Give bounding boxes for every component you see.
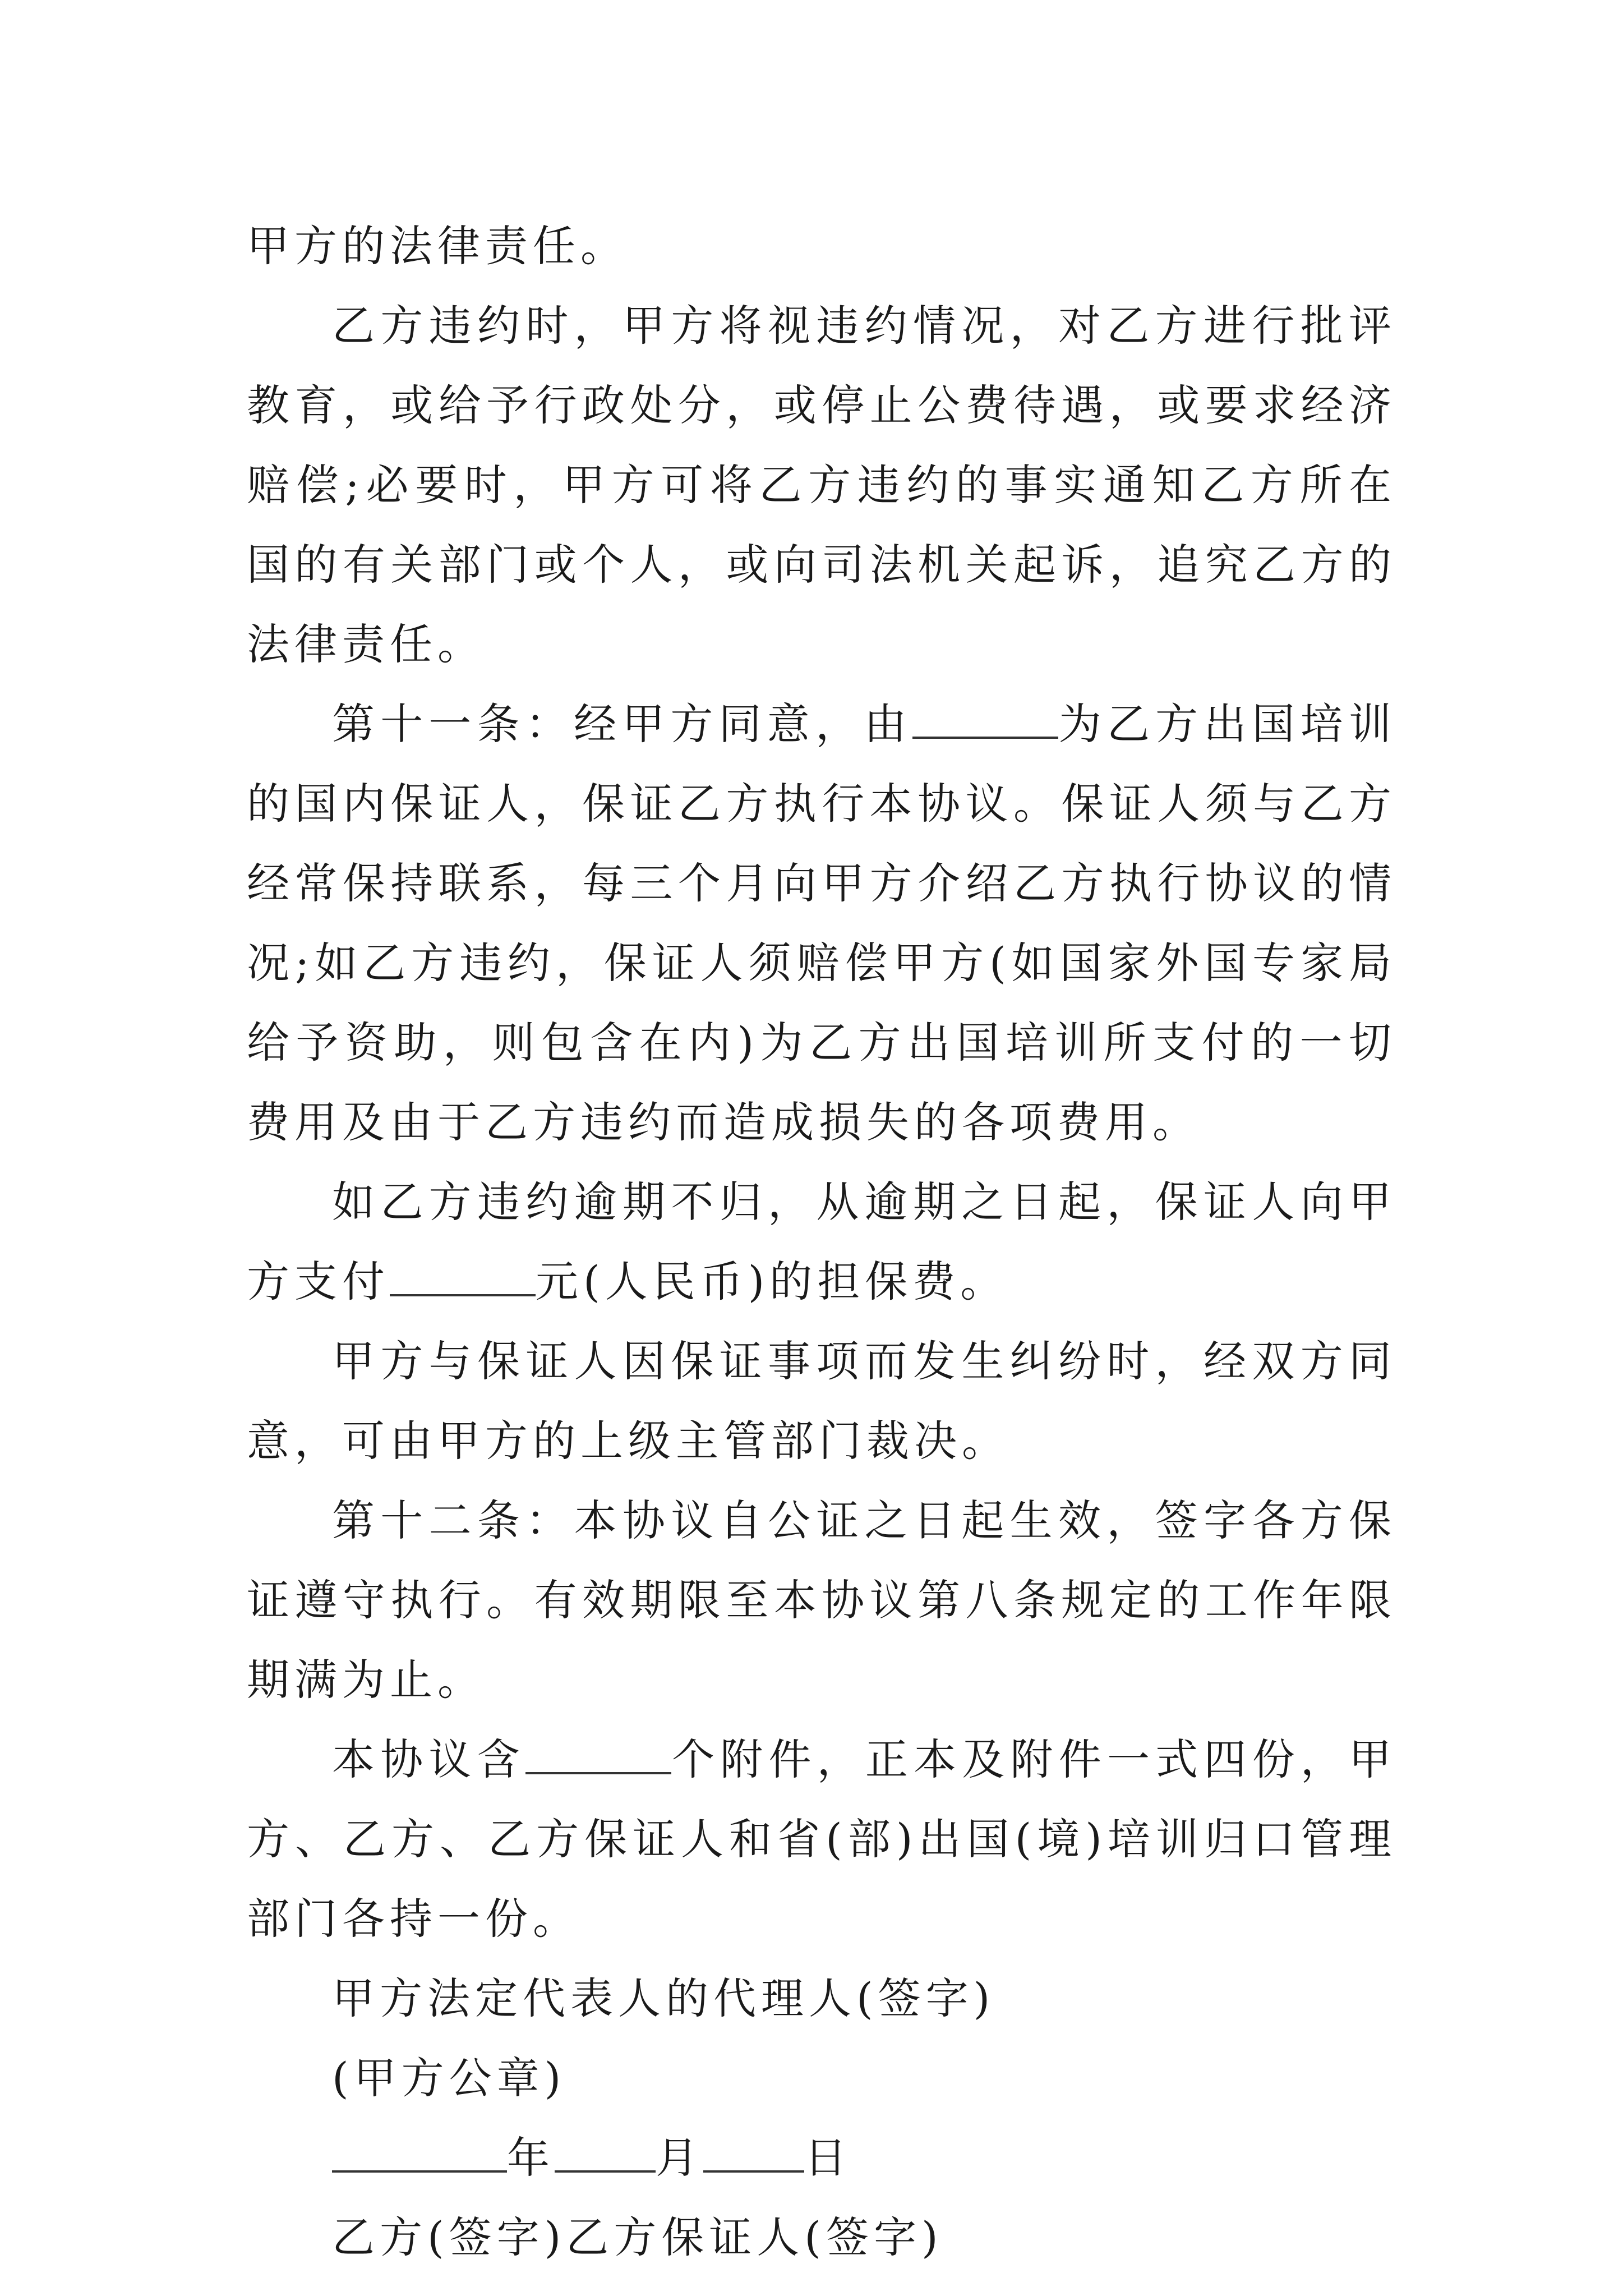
paragraph-text: 第十一条：经甲方同意，由 — [332, 699, 912, 749]
paragraph-text: 第十二条：本协议自公证之日起生效，签字各方保证遵守执行。有效期限至本协议第八条规定的工作年限期满为止。 — [247, 1496, 1396, 1705]
month-blank[interactable] — [555, 2128, 656, 2173]
year-blank[interactable] — [332, 2128, 507, 2173]
signature-label: 甲方法定代表人的代理人(签字) — [332, 1973, 995, 2023]
document-body — [247, 206, 1396, 2277]
attachment-count-blank[interactable] — [525, 1729, 671, 1774]
paragraph-text: 个附件，正本及附件一式四份，甲方、乙方、乙方保证人和省(部)出国(境)培训归口管理部门各持一份。 — [247, 1734, 1397, 1944]
paragraph-text: 甲方的法律责任。 — [247, 221, 628, 271]
date-line — [247, 2118, 1396, 2198]
guarantor-name-blank[interactable] — [912, 694, 1058, 739]
paragraph-text: 本协议含 — [332, 1734, 525, 1784]
paragraph-guarantee-fee — [247, 1162, 1396, 1322]
paragraph-attachments — [247, 1720, 1396, 1959]
paragraph-dispute — [247, 1322, 1396, 1481]
signature-party-a-seal — [247, 2039, 1396, 2118]
paragraph-breach-consequences — [247, 286, 1396, 684]
paragraph-text: 乙方违约时，甲方将视违约情况，对乙方进行批评教育，或给予行政处分，或停止公费待遇，或要求经济赔偿;必要时，甲方可将乙方违约的事实通知乙方所在国的有关部门或个人，或向司法机关起诉，追究乙方的法律责任。 — [247, 301, 1396, 669]
day-label: 日 — [804, 2133, 852, 2183]
paragraph-article-12 — [247, 1481, 1396, 1720]
paragraph-text: 如乙方违约逾期不归，从逾期之日起，保证人向甲方支付 — [247, 1177, 1396, 1306]
paragraph-text: 甲方与保证人因保证事项而发生纠纷时，经双方同意，可由甲方的上级主管部门裁决。 — [247, 1336, 1396, 1466]
signature-party-a-agent — [247, 1959, 1396, 2039]
paragraph-liability-end — [247, 206, 1396, 286]
paragraph-text: 为乙方出国培训的国内保证人，保证乙方执行本协议。保证人须与乙方经常保持联系，每三个月向甲方介绍乙方执行协议的情况;如乙方违约，保证人须赔偿甲方(如国家外国专家局给予资助，则包含在内)为乙方出国培训所支付的一切费用及由于乙方违约而造成损失的各项费用。 — [247, 699, 1397, 1147]
paragraph-article-11 — [247, 684, 1396, 1162]
month-label: 月 — [656, 2133, 703, 2183]
year-label: 年 — [507, 2133, 555, 2183]
signature-party-b — [247, 2198, 1396, 2277]
signature-label: 乙方(签字)乙方保证人(签字) — [332, 2212, 943, 2262]
seal-label: (甲方公章) — [332, 2053, 566, 2103]
guarantee-amount-blank[interactable] — [390, 1251, 536, 1296]
day-blank[interactable] — [703, 2128, 804, 2173]
paragraph-text: 元(人民币)的担保费。 — [536, 1257, 1008, 1306]
